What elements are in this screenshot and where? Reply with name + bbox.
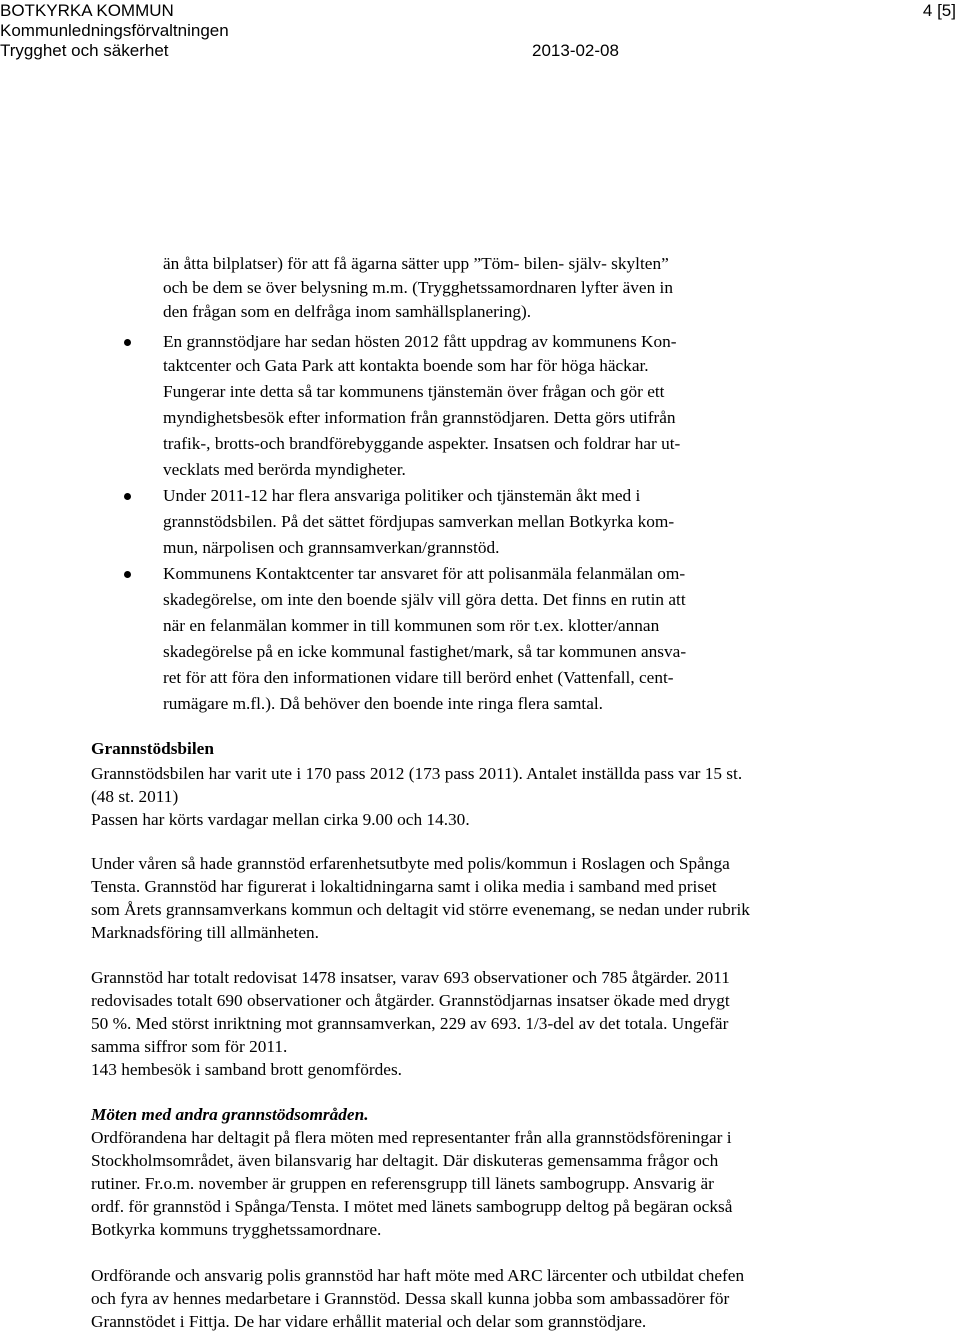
paragraph-line: samma siffror som för 2011. (91, 1037, 288, 1056)
paragraph-line: Grannstöd har totalt redovisat 1478 insatser, varav 693 observationer och 785 åtgärder. 2011 (91, 968, 730, 987)
paragraph-line: Passen har körts vardagar mellan cirka 9.00 och 14.30. (91, 810, 470, 829)
paragraph-line: Botkyrka kommuns trygghetssamordnare. (91, 1220, 382, 1239)
bullet-2-line: trafik-, brotts-och brandförebyggande aspekter. Insatsen och foldrar har ut- (163, 434, 681, 453)
document-date: 2013-02-08 (532, 41, 619, 60)
bullet-2-line: myndighetsbesök efter information från grannstödjaren. Detta görs utifrån (163, 408, 676, 427)
paragraph-line: ordf. för grannstöd i Spånga/Tensta. I mötet med länets sambogrupp deltog på begäran också (91, 1197, 733, 1216)
organization-name: BOTKYRKA KOMMUN (0, 1, 174, 20)
bullet-3-line: mun, närpolisen och grannsamverkan/grannstöd. (163, 538, 500, 557)
paragraph-line: Stockholmsområdet, även bilansvarig har deltagit. Där diskuteras gemensamma frågor och (91, 1151, 719, 1170)
bullet-marker (124, 339, 131, 346)
bullet-2-line: En grannstödjare har sedan hösten 2012 fått uppdrag av kommunens Kon- (163, 332, 677, 351)
bullet-4-line: rumägare m.fl.). Då behöver den boende inte ringa flera samtal. (163, 694, 604, 713)
paragraph-line: Ordförande och ansvarig polis grannstöd har haft möte med ARC lärcenter och utbildat chefen (91, 1266, 745, 1285)
bullet-4-line: skadegörelse på en icke kommunal fastighet/mark, så tar kommunen ansva- (163, 642, 687, 661)
bullet-2-line: Fungerar inte detta så tar kommunens tjänstemän över frågan och gör ett (163, 382, 665, 401)
paragraph-line: Ordförandena har deltagit på flera möten med representanter från alla grannstödsföreningar i (91, 1128, 732, 1147)
paragraph-line: (48 st. 2011) (91, 787, 179, 806)
bullet-4-line: skadegörelse, om inte den boende själv vill göra detta. Det finns en rutin att (163, 590, 686, 609)
page-number: 4 [5] (922, 1, 956, 20)
bullet-4-line: ret för att föra den informationen vidare till berörd enhet (Vattenfall, cent- (163, 668, 674, 687)
bullet-marker (124, 571, 131, 578)
paragraph-line: 50 %. Med störst inriktning mot grannsamverkan, 229 av 693. 1/3-del av det totala. Ungefär (91, 1014, 729, 1033)
bullet-4-line: när en felanmälan kommer in till kommunen som rör t.ex. klotter/annan (163, 616, 660, 635)
paragraph-line: Tensta. Grannstöd har figurerat i lokaltidningarna samt i olika media i samband med priset (91, 877, 717, 896)
bullet-2-line: taktcenter och Gata Park att kontakta boende som har för höga häckar. (163, 356, 649, 375)
bullet-4-line: Kommunens Kontaktcenter tar ansvaret för att polisanmäla felanmälan om- (163, 564, 686, 583)
bullet-3-line: Under 2011-12 har flera ansvariga politiker och tjänstemän åkt med i (163, 486, 641, 505)
page-header (0, 0, 960, 70)
paragraph-line: som Årets grannsamverkans kommun och deltagit vid större evenemang, se nedan under rubrik (91, 900, 750, 919)
paragraph-line: 143 hembesök i samband brott genomfördes. (91, 1060, 403, 1079)
paragraph-line: redovisades totalt 690 observationer och åtgärder. Grannstödjarnas insatser ökade med drygt (91, 991, 730, 1010)
bullet-1-line: den frågan som en delfråga inom samhällsplanering). (163, 302, 532, 321)
section-heading-moten: Möten med andra grannstödsområden. (91, 1105, 369, 1124)
section-heading-grannstodsbilen: Grannstödsbilen (91, 739, 214, 758)
paragraph-line: Marknadsföring till allmänheten. (91, 923, 319, 942)
paragraph-line: Grannstödet i Fittja. De har vidare erhållit material och delar som grannstödjare. (91, 1312, 647, 1331)
department-name: Kommunledningsförvaltningen (0, 21, 229, 40)
paragraph-line: rutiner. Fr.o.m. november är gruppen en referensgrupp till länets sambogrupp. Ansvarig är (91, 1174, 714, 1193)
bullet-3-line: grannstödsbilen. På det sättet fördjupas samverkan mellan Botkyrka kom- (163, 512, 675, 531)
bullet-1-line: än åtta bilplatser) för att få ägarna sätter upp ”Töm- bilen- själv- skylten” (163, 254, 669, 273)
paragraph-line: Grannstödsbilen har varit ute i 170 pass 2012 (173 pass 2011). Antalet inställda pass var 15 st. (91, 764, 743, 783)
paragraph-line: och fyra av hennes medarbetare i Grannstöd. Dessa skall kunna jobba som ambassadörer för (91, 1289, 730, 1308)
paragraph-line: Under våren så hade grannstöd erfarenhetsutbyte med polis/kommun i Roslagen och Spånga (91, 854, 730, 873)
bullet-2-line: vecklats med berörda myndigheter. (163, 460, 406, 479)
bullet-marker (124, 493, 131, 500)
bullet-1-line: och be dem se över belysning m.m. (Trygghetssamordnaren lyfter även in (163, 278, 673, 297)
unit-name: Trygghet och säkerhet (0, 41, 169, 60)
